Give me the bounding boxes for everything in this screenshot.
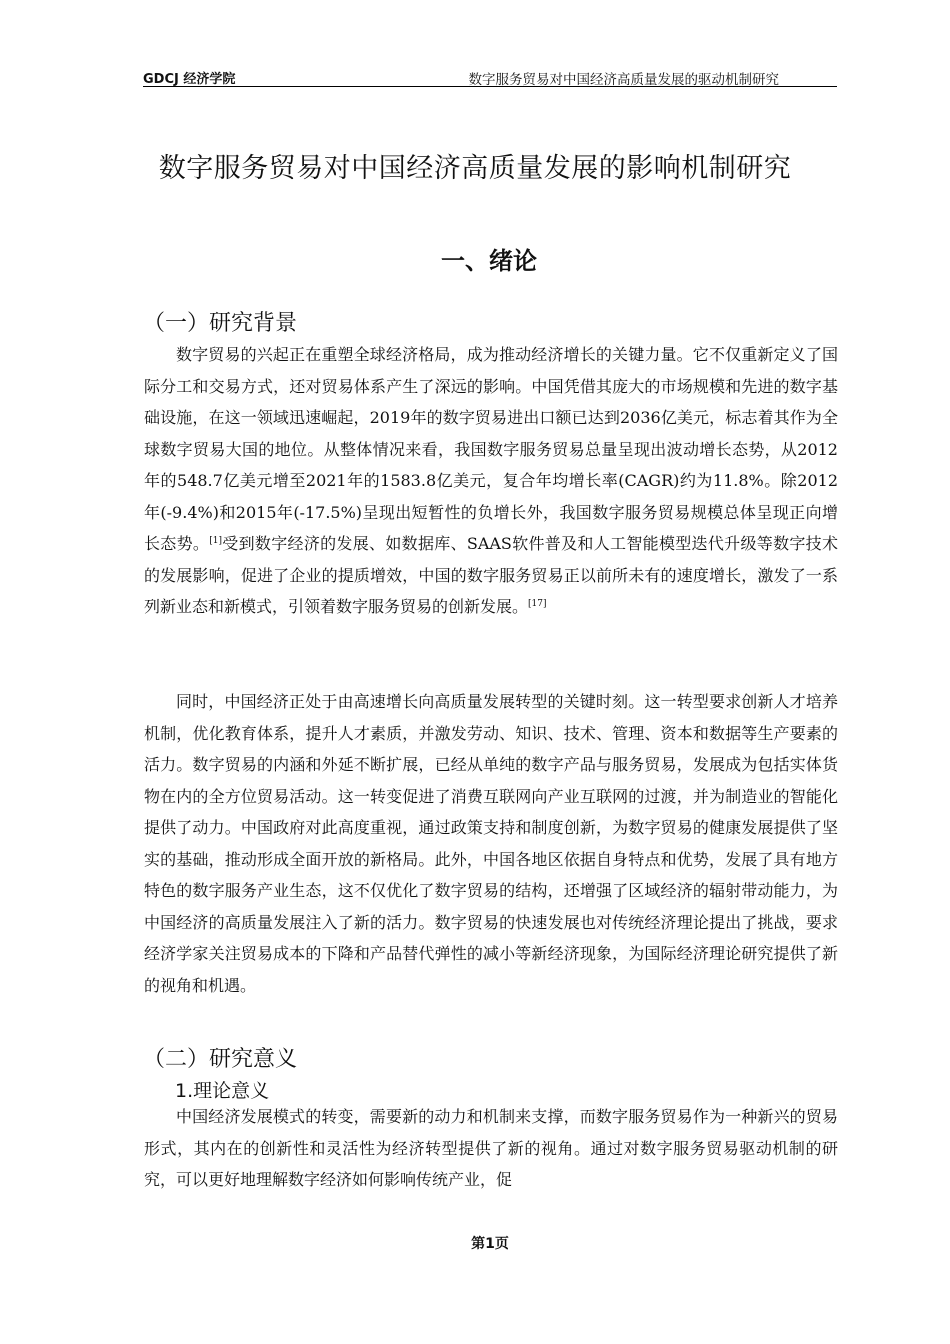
page-header: [143, 66, 837, 87]
section-heading-background: （一）研究背景: [143, 311, 298, 336]
paragraph-theory: 中国经济发展模式的转变，需要新的动力和机制来支撑，而数字服务贸易作为一种新兴的贸易形式，其内在的创新性和灵活性为经济转型提供了新的视角。通过对数字服务贸易驱动机制的研究，可以更好地理解数字经济如何影响传统产业，促: [144, 1107, 838, 1189]
chapter-heading: 一、绪论: [441, 247, 537, 275]
citation-ref: [1]: [209, 536, 222, 546]
header-running-title: 数字服务贸易对中国经济高质量发展的驱动机制研究: [468, 72, 779, 88]
paragraph-transition: 同时，中国经济正处于由高速增长向高质量发展转型的关键时刻。这一转型要求创新人才培养机制，优化教育体系，提升人才素质，并激发劳动、知识、技术、管理、资本和数据等生产要素的活力。数字贸易的内涵和外延不断扩展，已经从单纯的数字产品与服务贸易，发展成为包括实体货物在内的全方位贸易活动。这一转变促进了消费互联网向产业互联网的过渡，并为制造业的智能化提供了动力。中国政府对此高度重视，通过政策支持和制度创新，为数字贸易的健康发展提供了坚实的基础，推动形成全面开放的新格局。此外，中国各地区依据自身特点和优势，发展了具有地方特色的数字服务产业生态，这不仅优化了数字贸易的结构，还增强了区域经济的辐射带动能力，为中国经济的高质量发展注入了新的活力。数字贸易的快速发展也对传统经济理论提出了挑战，要求经济学家关注贸易成本的下降和产品替代弹性的减小等新经济现象，为国际经济理论研究提供了新的视角和机遇。: [144, 692, 838, 995]
subsection-heading-theory: 1.理论意义: [175, 1080, 270, 1102]
paragraph-background: [144, 339, 838, 623]
paragraph-text: 数字贸易的兴起正在重塑全球经济格局，成为推动经济增长的关键力量。它不仅重新定义了国际分工和交易方式，还对贸易体系产生了深远的影响。中国凭借其庞大的市场规模和先进的数字基础设施，在这一领域迅速崛起，2019年的数字贸易进出口额已达到2036亿美元，标志着其作为全球数字贸易大国的地位。从整体情况来看，我国数字服务贸易总量呈现出波动增长态势，从2012年的548.7亿美元增至2021年的1583.8亿美元，复合年均增长率(CAGR)约为11.8%。除2012年(-9.4%)和2015年(-17.5%)呈现出短暂性的负增长外，我国数字服务贸易规模总体呈现正向增长态势。: [144, 345, 838, 553]
document-title: 数字服务贸易对中国经济高质量发展的影响机制研究: [158, 153, 792, 184]
header-institution: GDCJ 经济学院: [143, 72, 236, 87]
section-heading-significance: （二）研究意义: [143, 1047, 298, 1072]
citation-ref: [17]: [528, 599, 547, 609]
page-number: 第1页: [471, 1236, 509, 1252]
paragraph-text: 受到数字经济的发展、如数据库、SAAS软件普及和人工智能模型迭代升级等数字技术的发展影响，促进了企业的提质增效，中国的数字服务贸易正以前所未有的速度增长，激发了一系列新业态和新模式，引领着数字服务贸易的创新发展。: [144, 534, 838, 616]
